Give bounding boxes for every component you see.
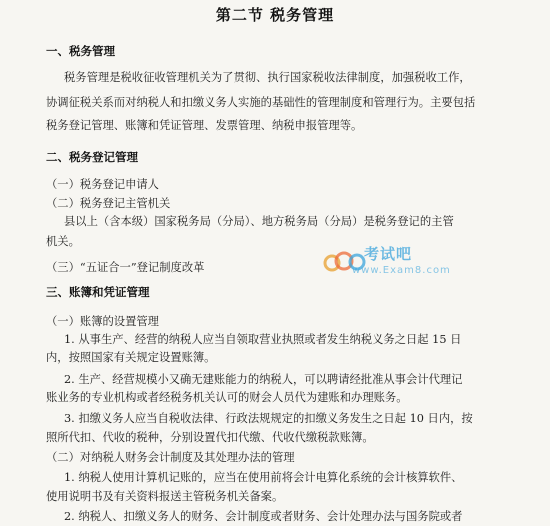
list-item: （一）税务登记申请人 <box>46 178 159 191</box>
paragraph-line: 县以上（含本级）国家税务局（分局）、地方税务局（分局）是税务登记的主管 <box>64 215 454 228</box>
section-heading-1: 一、税务管理 <box>46 44 115 58</box>
paragraph-line: 协调征税关系而对纳税人和扣缴义务人实施的基础性的管理制度和管理行为。主要包括 <box>46 96 476 109</box>
list-item: （二）对纳税人财务会计制度及其处理办法的管理 <box>46 451 295 464</box>
list-item: （三）“五证合一”登记制度改革 <box>46 261 205 274</box>
section-heading-2: 二、税务登记管理 <box>46 150 138 164</box>
list-item: （二）税务登记主管机关 <box>46 197 171 210</box>
section-heading-3: 三、账簿和凭证管理 <box>46 285 150 299</box>
exam8-logo-icon <box>322 243 368 283</box>
list-item: （一）账簿的设置管理 <box>46 315 159 328</box>
paragraph-line: 使用说明书及有关资料报送主管税务机关备案。 <box>46 490 284 503</box>
exam8-watermark <box>322 243 472 293</box>
paragraph-line: 内，按照国家有关规定设置账簿。 <box>46 351 216 364</box>
paragraph-line: 账业务的专业机构或者经税务机关认可的财会人员代为建账和办理账务。 <box>46 391 408 404</box>
paragraph-line: 税务登记管理、账簿和凭证管理、发票管理、纳税申报管理等。 <box>46 119 363 132</box>
paragraph-line: 照所代扣、代收的税种，分别设置代扣代缴、代收代缴税款账簿。 <box>46 431 374 444</box>
paragraph-line: 1. 从事生产、经营的纳税人应当自领取营业执照或者发生纳税义务之日起 15 日 <box>64 333 462 346</box>
paragraph-line: 3. 扣缴义务人应当自税收法律、行政法规规定的扣缴义务发生之日起 10 日内，按 <box>64 412 473 425</box>
paragraph-line: 2. 纳税人、扣缴义务人的财务、会计制度或者财务、会计处理办法与国务院或者 <box>64 510 463 523</box>
paragraph-line: 1. 纳税人使用计算机记账的，应当在使用前将会计电算化系统的会计核算软件、 <box>64 471 463 484</box>
paragraph-line: 机关。 <box>46 235 80 248</box>
paragraph-line: 2. 生产、经营规模小又确无建账能力的纳税人，可以聘请经批准从事会计代理记 <box>64 373 463 386</box>
watermark-logo-text: 考试吧 <box>364 245 413 263</box>
paragraph-line: 税务管理是税收征收管理机关为了贯彻、执行国家税收法律制度，加强税收工作， <box>64 71 471 84</box>
watermark-url: www.Exam8.com <box>352 265 451 276</box>
page-title: 第二节 税务管理 <box>215 6 335 24</box>
